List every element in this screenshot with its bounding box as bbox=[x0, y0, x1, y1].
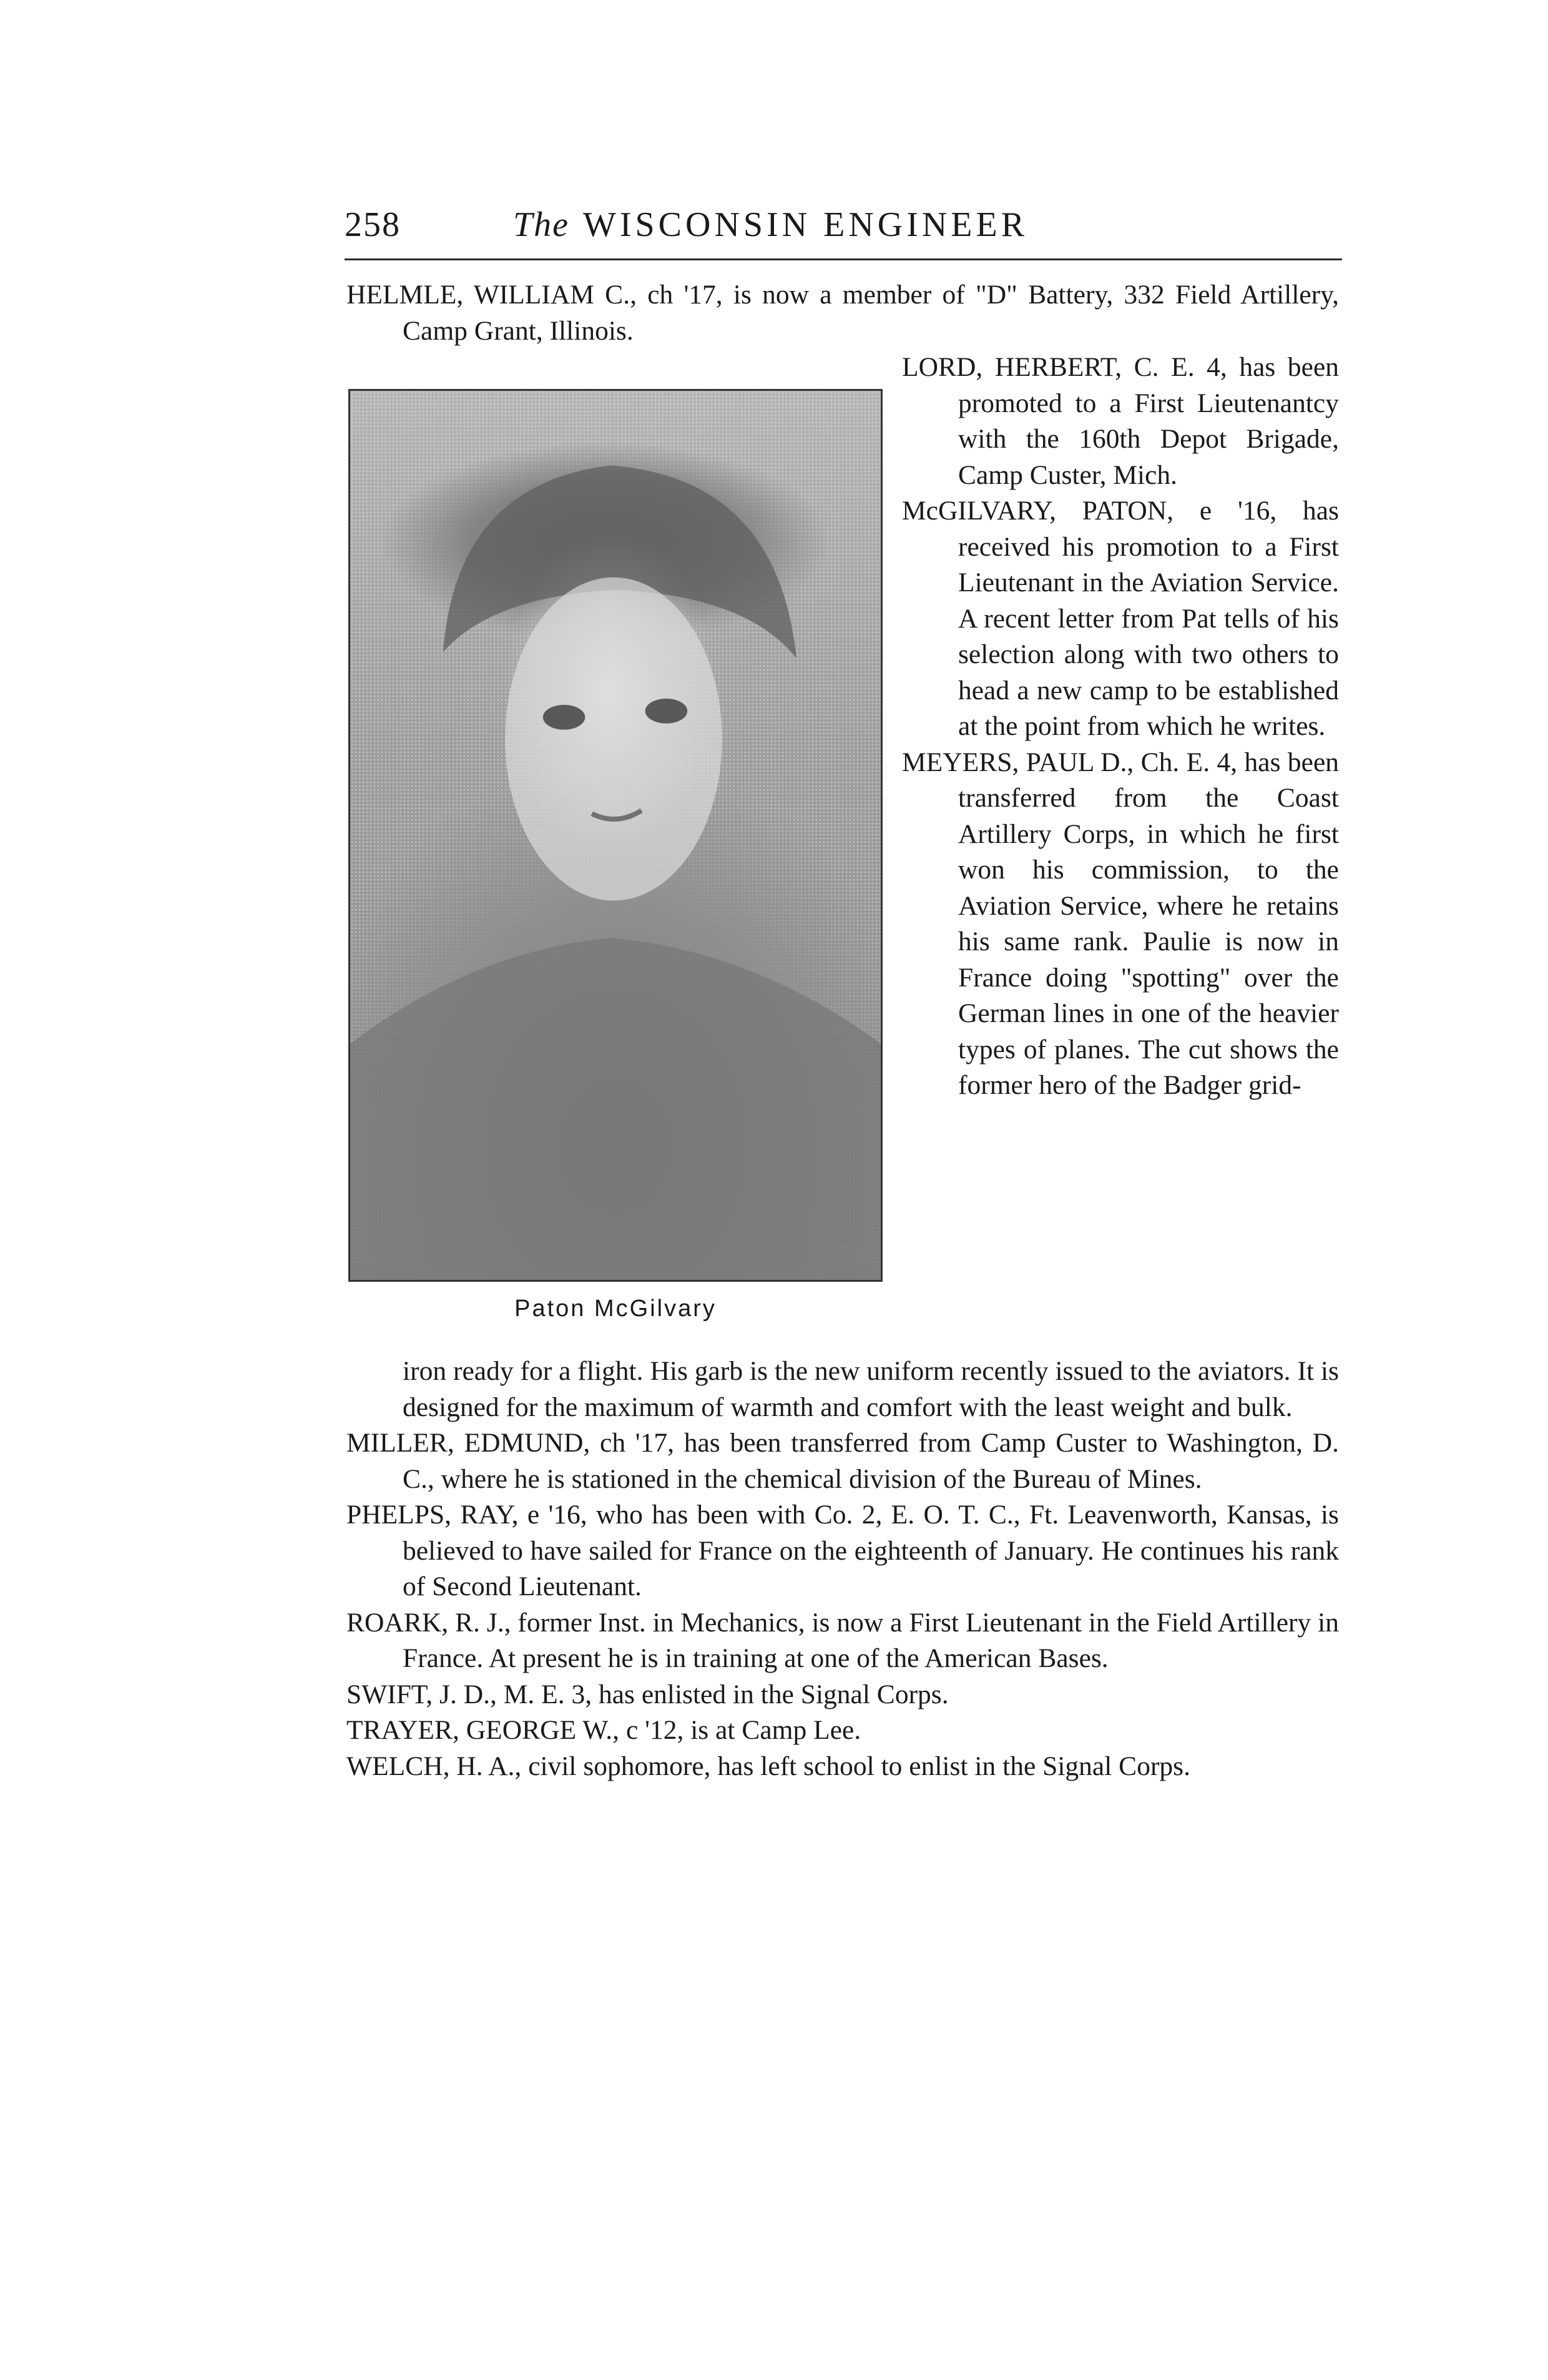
entry-text: former Inst. in Mechanics, is now a First Lieutenant in the Field Artillery in France. At present he is in training at one of the American Bases. bbox=[403, 1607, 1340, 1673]
journal-title bbox=[513, 205, 1028, 245]
entry-name: LORD, HERBERT, bbox=[902, 352, 1122, 382]
top-entries bbox=[346, 277, 1339, 349]
entry-miller bbox=[346, 1425, 1339, 1497]
bottom-entries bbox=[346, 1354, 1339, 1784]
portrait-figure bbox=[350, 391, 881, 1280]
entry-text: civil sophomore, has left school to enlist in the Signal Corps. bbox=[528, 1751, 1190, 1781]
entry-text: e '16, has received his promotion to a First Lieutenant in the Aviation Service. A recent letter from Pat tells of his selection along with two others to head a new camp to be established at the point from which he writes. bbox=[958, 496, 1340, 741]
entry-mcgilvary bbox=[902, 493, 1339, 745]
photo-caption: Paton McGilvary bbox=[514, 1296, 717, 1322]
entry-text: e '16, who has been with Co. 2, E. O. T. C., Ft. Leavenworth, Kansas, is believed to have sailed for France on the eighteenth of January. He continues his rank of Second Lieutenant. bbox=[403, 1500, 1339, 1601]
header-rule bbox=[345, 258, 1342, 260]
entry-trayer bbox=[346, 1713, 1339, 1749]
portrait-shoulders bbox=[350, 938, 881, 1280]
entry-text: C. E. 4, has been promoted to a First Lieutenantcy with the 160th Depot Brigade, Camp Custer, Mich. bbox=[958, 352, 1340, 490]
entry-lord bbox=[902, 350, 1339, 493]
entry-name: HELMLE, WILLIAM C., bbox=[346, 280, 637, 310]
entry-name: ROARK, R. J., bbox=[346, 1607, 511, 1638]
entry-text: c '12, is at Camp Lee. bbox=[625, 1715, 861, 1745]
right-column-entries bbox=[902, 350, 1339, 1104]
entry-text: Ch. E. 4, has been transferred from the Coast Artillery Corps, in which he first won his commission, to the Aviation Service, where he retains his same rank. Paulie is now in France doing "spotting" over the German lines in one of the heavier types of planes. The cut shows the former hero of the Badger grid- bbox=[958, 747, 1340, 1100]
journal-title-prefix: The bbox=[513, 205, 569, 244]
journal-title-main: WISCONSIN ENGINEER bbox=[583, 205, 1029, 244]
entry-name: TRAYER, GEORGE W., bbox=[346, 1715, 620, 1745]
entry-name: WELCH, H. A., bbox=[346, 1751, 522, 1781]
entry-name: MEYERS, PAUL D., bbox=[902, 747, 1134, 777]
entry-text: ch '17, is now a member of "D" Battery, 332 Field Artillery, Camp Grant, Illinois. bbox=[403, 280, 1340, 346]
entry-phelps bbox=[346, 1497, 1339, 1605]
entry-name: McGILVARY, PATON, bbox=[902, 496, 1174, 526]
portrait-photo bbox=[348, 389, 883, 1282]
entry-name: MILLER, EDMUND, bbox=[346, 1428, 590, 1458]
entry-name: PHELPS, RAY, bbox=[346, 1500, 519, 1530]
entry-name: SWIFT, J. D., bbox=[346, 1679, 497, 1709]
portrait-eye-left bbox=[543, 705, 585, 730]
portrait-eye-right bbox=[645, 699, 688, 724]
page-number: 258 bbox=[345, 205, 401, 244]
running-header bbox=[345, 199, 1343, 255]
entry-roark bbox=[346, 1605, 1339, 1677]
entry-helmle bbox=[346, 277, 1339, 349]
portrait-face bbox=[505, 578, 722, 901]
entry-meyers-continuation: iron ready for a flight. His garb is the new uniform recently issued to the aviators. It is designed for the maximum of warmth and comfort with the least weight and bulk. bbox=[403, 1356, 1339, 1422]
entry-welch bbox=[346, 1749, 1339, 1785]
entry-text: M. E. 3, has enlisted in the Signal Corps. bbox=[503, 1679, 949, 1709]
entry-swift bbox=[346, 1677, 1339, 1713]
entry-meyers bbox=[902, 745, 1339, 1104]
entry-text: ch '17, has been transferred from Camp Custer to Washington, D. C., where he is stationed in the chemical division of the Bureau of Mines. bbox=[403, 1428, 1339, 1494]
